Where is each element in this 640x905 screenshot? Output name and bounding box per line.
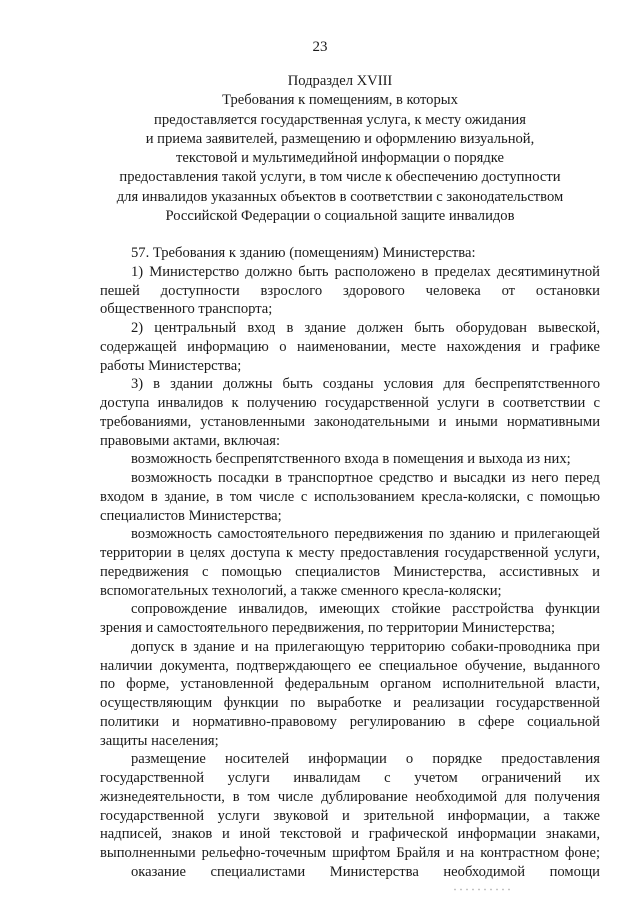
body-line: осуществляющим функции по выработке и реализации государственной: [100, 695, 600, 711]
body-line: размещение носителей информации о порядке предоставления: [131, 751, 600, 768]
heading-line: Подраздел XVIII: [287, 73, 393, 89]
heading-line: Требования к помещениям, в которых: [222, 92, 458, 109]
body-line: передвижения с помощью специалистов Министерства, ассистивных и: [100, 563, 600, 580]
body-line: 2) центральный вход в здание должен быть оборудован вывеской,: [131, 320, 600, 336]
body-line: политики и нормативно-правовому регулированию в сфере социальной: [100, 713, 600, 730]
body-line: входом в здание, в том числе с использованием кресла-коляски, с помощью: [100, 488, 600, 505]
body-line: 1) Министерство должно быть расположено в пределах десятиминутной: [131, 263, 600, 280]
section-heading: [90, 72, 590, 226]
body-line: наличии документа, подтверждающего ее специальное обучение, выданного: [100, 657, 600, 674]
body-line: правовыми актами, включая:: [100, 432, 281, 449]
heading-line: текстовой и мультимедийной информации о порядке: [176, 150, 504, 167]
body-line: возможность беспрепятственного входа в помещения и выхода из них;: [131, 451, 571, 468]
body-line: работы Министерства;: [100, 357, 242, 374]
body-line: выполненными рельефно-точечным шрифтом Брайля и на контрастном фоне;: [100, 845, 600, 861]
body-line: 3) в здании должны быть созданы условия для беспрепятственного: [131, 376, 600, 393]
body-line: возможность посадки в транспортное средство и высадки из него перед: [131, 470, 600, 486]
body-line: сопровождение инвалидов, имеющих стойкие расстройства функции: [131, 601, 600, 618]
body-line: доступа инвалидов к получению государственной услуги в соответствии с: [100, 395, 600, 411]
body-line: допуск в здание и на прилегающую территорию собаки-проводника при: [131, 638, 600, 655]
heading-line: Российской Федерации о социальной защите инвалидов: [165, 208, 515, 225]
body-line: возможность самостоятельного передвижения по зданию и прилегающей: [131, 526, 600, 543]
heading-line: предоставляется государственная услуга, к месту ожидания: [154, 111, 526, 128]
body-line: государственной услуги звуковой и зрительной информации, а также: [100, 807, 600, 824]
scan-artifact: [452, 888, 512, 891]
body-line: оказание специалистами Министерства необходимой помощи: [131, 863, 600, 880]
document-body: [100, 244, 600, 882]
body-line: пешей доступности взрослого здорового человека от остановки: [100, 282, 600, 299]
body-line: государственной услуги инвалидам с учетом ограничений их: [100, 770, 600, 786]
body-line: вспомогательных технологий, а также сменного кресла-коляски;: [100, 582, 502, 599]
body-line: требованиями, установленными законодательными и иными нормативными: [100, 413, 600, 430]
body-line: по форме, установленной федеральным органом исполнительной власти,: [100, 676, 600, 693]
heading-line: предоставления такой услуги, в том числе к обеспечению доступности: [119, 169, 561, 186]
body-line: надписей, знаков и иной текстовой и графической информации знаками,: [100, 826, 600, 843]
body-line: общественного транспорта;: [100, 301, 273, 318]
body-line: содержащей информацию о наименовании, месте нахождения и графике: [100, 338, 600, 355]
body-line: территории в целях доступа к месту предоставления государственной услуги,: [100, 545, 600, 561]
body-line: 57. Требования к зданию (помещениям) Министерства:: [131, 245, 476, 261]
body-line: защиты населения;: [100, 732, 219, 749]
heading-line: для инвалидов указанных объектов в соответствии с законодательством: [116, 188, 564, 205]
heading-line: и приема заявителей, размещению и оформлению визуальной,: [145, 130, 535, 147]
body-line: специалистов Министерства;: [100, 507, 282, 524]
body-line: зрения и самостоятельного передвижения, по территории Министерства;: [100, 620, 556, 636]
page-number: 23: [312, 39, 328, 55]
body-line: жизнедеятельности, в том числе дублирование необходимой для получения: [100, 788, 600, 805]
